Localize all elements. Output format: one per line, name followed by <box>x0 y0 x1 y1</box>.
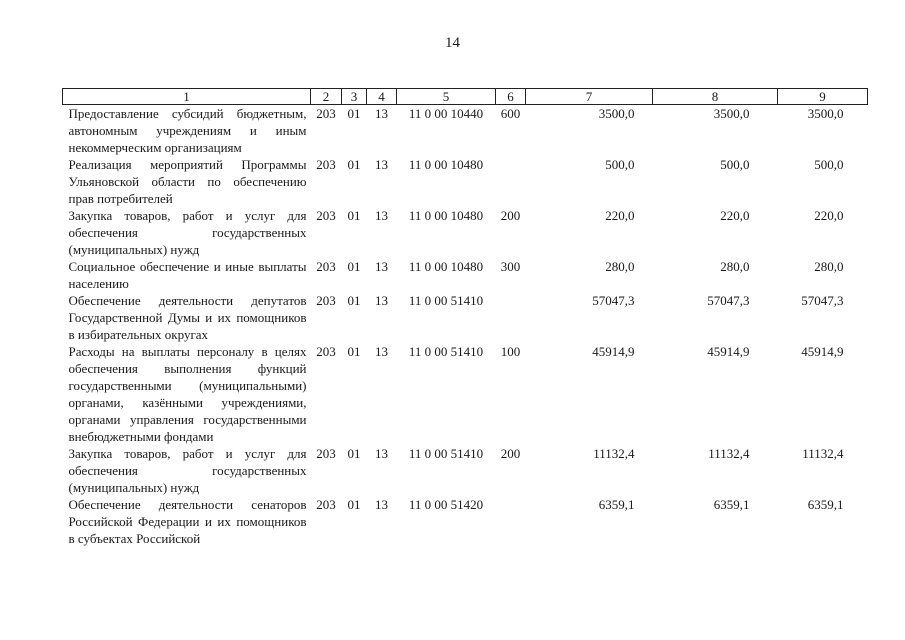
row-code-ministry: 203 <box>316 259 336 274</box>
row-code-type: 300 <box>500 259 521 274</box>
header-row <box>63 89 868 105</box>
table-row <box>63 258 868 292</box>
row-code-subsection: 13 <box>375 259 388 274</box>
row-code-section: 01 <box>347 157 361 172</box>
row-code-subsection: 13 <box>375 293 388 308</box>
row-code-section: 01 <box>347 446 361 461</box>
row-value-8: 3500,0 <box>713 106 750 121</box>
row-value-9: 500,0 <box>814 157 844 172</box>
row-code-type: 600 <box>500 106 521 121</box>
row-value-9: 220,0 <box>814 208 844 223</box>
row-name: Обеспечение деятельности сенаторов Российской Федерации и их помощников в субъектах Российской <box>68 497 307 546</box>
row-value-7: 45914,9 <box>592 344 635 359</box>
row-name: Обеспечение деятельности депутатов Государственной Думы и их помощников в избирательных округах <box>68 293 307 342</box>
header-cell: 7 <box>526 89 653 105</box>
row-code-type <box>496 496 526 547</box>
row-code-type: 200 <box>500 446 521 461</box>
page-number: 14 <box>445 35 460 51</box>
row-code-target: 11 0 00 10480 <box>408 208 484 223</box>
budget-table <box>62 88 868 547</box>
row-code-ministry: 203 <box>316 497 336 512</box>
row-value-7: 57047,3 <box>592 293 635 308</box>
header-cell: 1 <box>63 89 311 105</box>
row-name: Предоставление субсидий бюджетным, автономным учреждениям и иным некоммерческим организациям <box>68 106 307 155</box>
row-code-section: 01 <box>347 293 361 308</box>
row-code-section: 01 <box>347 259 361 274</box>
row-code-target: 11 0 00 51410 <box>408 344 484 359</box>
row-value-7: 6359,1 <box>598 497 635 512</box>
row-value-9: 45914,9 <box>801 344 844 359</box>
row-code-ministry: 203 <box>316 344 336 359</box>
table-row <box>63 496 868 547</box>
table-row <box>63 292 868 343</box>
row-code-type <box>496 292 526 343</box>
row-code-subsection: 13 <box>375 157 388 172</box>
row-code-subsection: 13 <box>375 446 388 461</box>
row-name: Расходы на выплаты персоналу в целях обеспечения выполнения функций государственными (муниципальными) органами, казёнными учреждениями, органами управления государственными внебюджетными фондами <box>68 344 307 444</box>
row-value-7: 3500,0 <box>598 106 635 121</box>
header-cell: 3 <box>342 89 367 105</box>
row-code-subsection: 13 <box>375 344 388 359</box>
table-row <box>63 105 868 157</box>
header-cell: 6 <box>496 89 526 105</box>
row-value-7: 500,0 <box>605 157 635 172</box>
row-code-subsection: 13 <box>375 106 388 121</box>
row-code-ministry: 203 <box>316 157 336 172</box>
row-code-target: 11 0 00 10480 <box>408 157 484 172</box>
row-code-type: 200 <box>500 208 521 223</box>
header-cell: 8 <box>653 89 778 105</box>
row-value-7: 11132,4 <box>593 446 635 461</box>
header-cell: 5 <box>397 89 496 105</box>
header-cell: 2 <box>311 89 342 105</box>
row-code-target: 11 0 00 51410 <box>408 446 484 461</box>
row-code-section: 01 <box>347 344 361 359</box>
row-value-8: 45914,9 <box>707 344 750 359</box>
row-value-9: 280,0 <box>814 259 844 274</box>
row-code-target: 11 0 00 10440 <box>408 106 484 121</box>
row-code-ministry: 203 <box>316 446 336 461</box>
table-row <box>63 207 868 258</box>
row-value-8: 280,0 <box>720 259 750 274</box>
row-code-subsection: 13 <box>375 497 388 512</box>
table-row <box>63 156 868 207</box>
row-code-type: 100 <box>500 344 521 359</box>
row-name: Социальное обеспечение и иные выплаты населению <box>68 259 307 291</box>
row-value-8: 500,0 <box>720 157 750 172</box>
row-value-7: 220,0 <box>605 208 635 223</box>
row-code-section: 01 <box>347 497 361 512</box>
row-value-8: 11132,4 <box>708 446 750 461</box>
row-code-section: 01 <box>347 106 361 121</box>
table-row <box>63 445 868 496</box>
row-name: Реализация мероприятий Программы Ульяновской области по обеспечению прав потребителей <box>68 157 307 206</box>
row-name: Закупка товаров, работ и услуг для обеспечения государственных (муниципальных) нужд <box>68 446 307 495</box>
row-code-target: 11 0 00 51420 <box>408 497 484 512</box>
row-value-9: 6359,1 <box>807 497 844 512</box>
row-code-target: 11 0 00 10480 <box>408 259 484 274</box>
table-row <box>63 343 868 445</box>
row-value-8: 6359,1 <box>713 497 750 512</box>
row-code-ministry: 203 <box>316 208 336 223</box>
row-value-9: 57047,3 <box>801 293 844 308</box>
row-code-target: 11 0 00 51410 <box>408 293 484 308</box>
row-code-section: 01 <box>347 208 361 223</box>
row-value-9: 11132,4 <box>802 446 844 461</box>
header-cell: 4 <box>367 89 397 105</box>
row-value-8: 220,0 <box>720 208 750 223</box>
row-code-ministry: 203 <box>316 106 336 121</box>
header-cell: 9 <box>778 89 868 105</box>
row-code-ministry: 203 <box>316 293 336 308</box>
row-name: Закупка товаров, работ и услуг для обеспечения государственных (муниципальных) нужд <box>68 208 307 257</box>
row-value-7: 280,0 <box>605 259 635 274</box>
row-code-type <box>496 156 526 207</box>
row-value-8: 57047,3 <box>707 293 750 308</box>
row-code-subsection: 13 <box>375 208 388 223</box>
row-value-9: 3500,0 <box>807 106 844 121</box>
